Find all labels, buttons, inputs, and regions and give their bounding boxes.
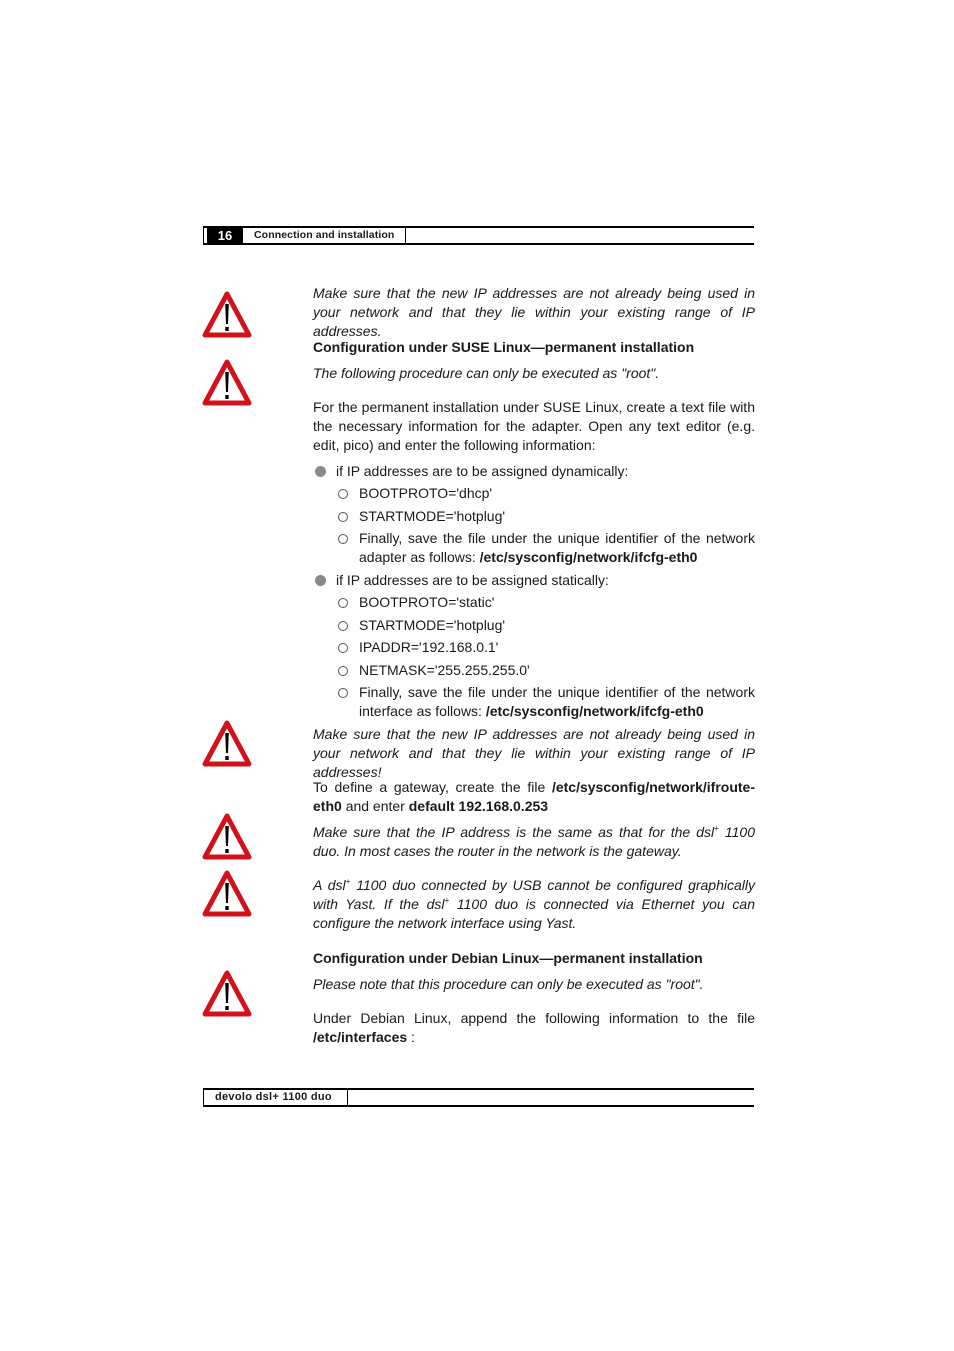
sub-bullet-icon — [338, 598, 348, 608]
warning-note-yast: A dsl+ 1100 duo connected by USB cannot be configured graphically with Yast. If the dsl+ 1100 duo is connected via Ethernet you can configure the network interface using Yast. — [313, 877, 755, 931]
warning-triangle-icon — [202, 359, 252, 406]
sub-bullet-icon — [338, 621, 348, 631]
bullet-icon — [315, 466, 326, 477]
section-title: Connection and installation — [254, 229, 395, 241]
gateway-value: default 192.168.0.253 — [408, 798, 549, 814]
config-line: BOOTPROTO='static' — [359, 594, 495, 610]
config-line: BOOTPROTO='dhcp' — [359, 485, 493, 501]
header-edge-tick — [203, 228, 204, 243]
footer-edge-tick — [203, 1090, 204, 1105]
config-line: STARTMODE='hotplug' — [359, 617, 506, 633]
sub-bullet-icon — [338, 688, 348, 698]
footer-product-name: devolo dsl+ 1100 duo — [215, 1091, 332, 1103]
sub-bullet-icon — [338, 512, 348, 522]
config-line: STARTMODE='hotplug' — [359, 508, 506, 524]
save-instruction: Finally, save the file under the unique identifier of the network interface as follows: /etc/sysconfig/network/ifcfg-eth0 — [359, 684, 755, 719]
file-path: /etc/sysconfig/network/ifcfg-eth0 — [479, 549, 698, 565]
note-root-required-2: Please note that this procedure can only be executed as "root". — [313, 976, 704, 992]
list-item-label: if IP addresses are to be assigned statically: — [336, 572, 609, 588]
debian-intro-paragraph: Under Debian Linux, append the following information to the file /etc/interfaces : — [313, 1010, 755, 1045]
config-line: NETMASK='255.255.255.0' — [359, 662, 530, 678]
warning-note-gateway: Make sure that the IP address is the same as that for the dsl+ 1100 duo. In most cases the router in the network is the gateway. — [313, 824, 755, 859]
heading-debian-linux: Configuration under Debian Linux—permanent installation — [313, 950, 703, 966]
warning-triangle-icon — [202, 291, 252, 338]
sub-bullet-icon — [338, 489, 348, 499]
suse-intro-paragraph: For the permanent installation under SUSE Linux, create a text file with the necessary information for the adapter. Open any text editor (e.g. edit, pico) and enter the following information: — [313, 399, 755, 453]
gateway-paragraph: To define a gateway, create the file /etc/sysconfig/network/ifroute-eth0 and enter default 192.168.0.253 — [313, 779, 755, 814]
file-path: /etc/sysconfig/network/ifcfg-eth0 — [485, 703, 704, 719]
interfaces-file-path: /etc/interfaces — [313, 1029, 408, 1045]
config-line: IPADDR='192.168.0.1' — [359, 639, 499, 655]
sub-bullet-icon — [338, 643, 348, 653]
footer-separator — [347, 1090, 348, 1105]
header-rule-bottom — [203, 243, 754, 245]
warning-triangle-icon — [202, 813, 252, 860]
warning-note-ip-range: Make sure that the new IP addresses are not already being used in your network and that they lie within your existing range of IP addresses. — [313, 285, 755, 339]
warning-note-ip-range-2: Make sure that the new IP addresses are not already being used in your network and that they lie within your existing range of IP addresses! — [313, 726, 755, 780]
page-number: 16 — [207, 228, 243, 243]
list-item-label: if IP addresses are to be assigned dynamically: — [336, 463, 629, 479]
gateway-file-path: /etc/sysconfig/network/ifroute-eth0 — [313, 779, 755, 814]
sub-bullet-icon — [338, 534, 348, 544]
sub-bullet-icon — [338, 666, 348, 676]
heading-suse-linux: Configuration under SUSE Linux—permanent installation — [313, 339, 695, 355]
note-root-required: The following procedure can only be executed as "root". — [313, 365, 660, 381]
save-instruction: Finally, save the file under the unique identifier of the network adapter as follows: /etc/sysconfig/network/ifcfg-eth0 — [359, 530, 755, 565]
warning-triangle-icon — [202, 970, 252, 1017]
bullet-icon — [315, 575, 326, 586]
footer-rule-bottom — [203, 1105, 754, 1107]
header-separator — [405, 228, 406, 243]
warning-triangle-icon — [202, 720, 252, 767]
warning-triangle-icon — [202, 870, 252, 917]
